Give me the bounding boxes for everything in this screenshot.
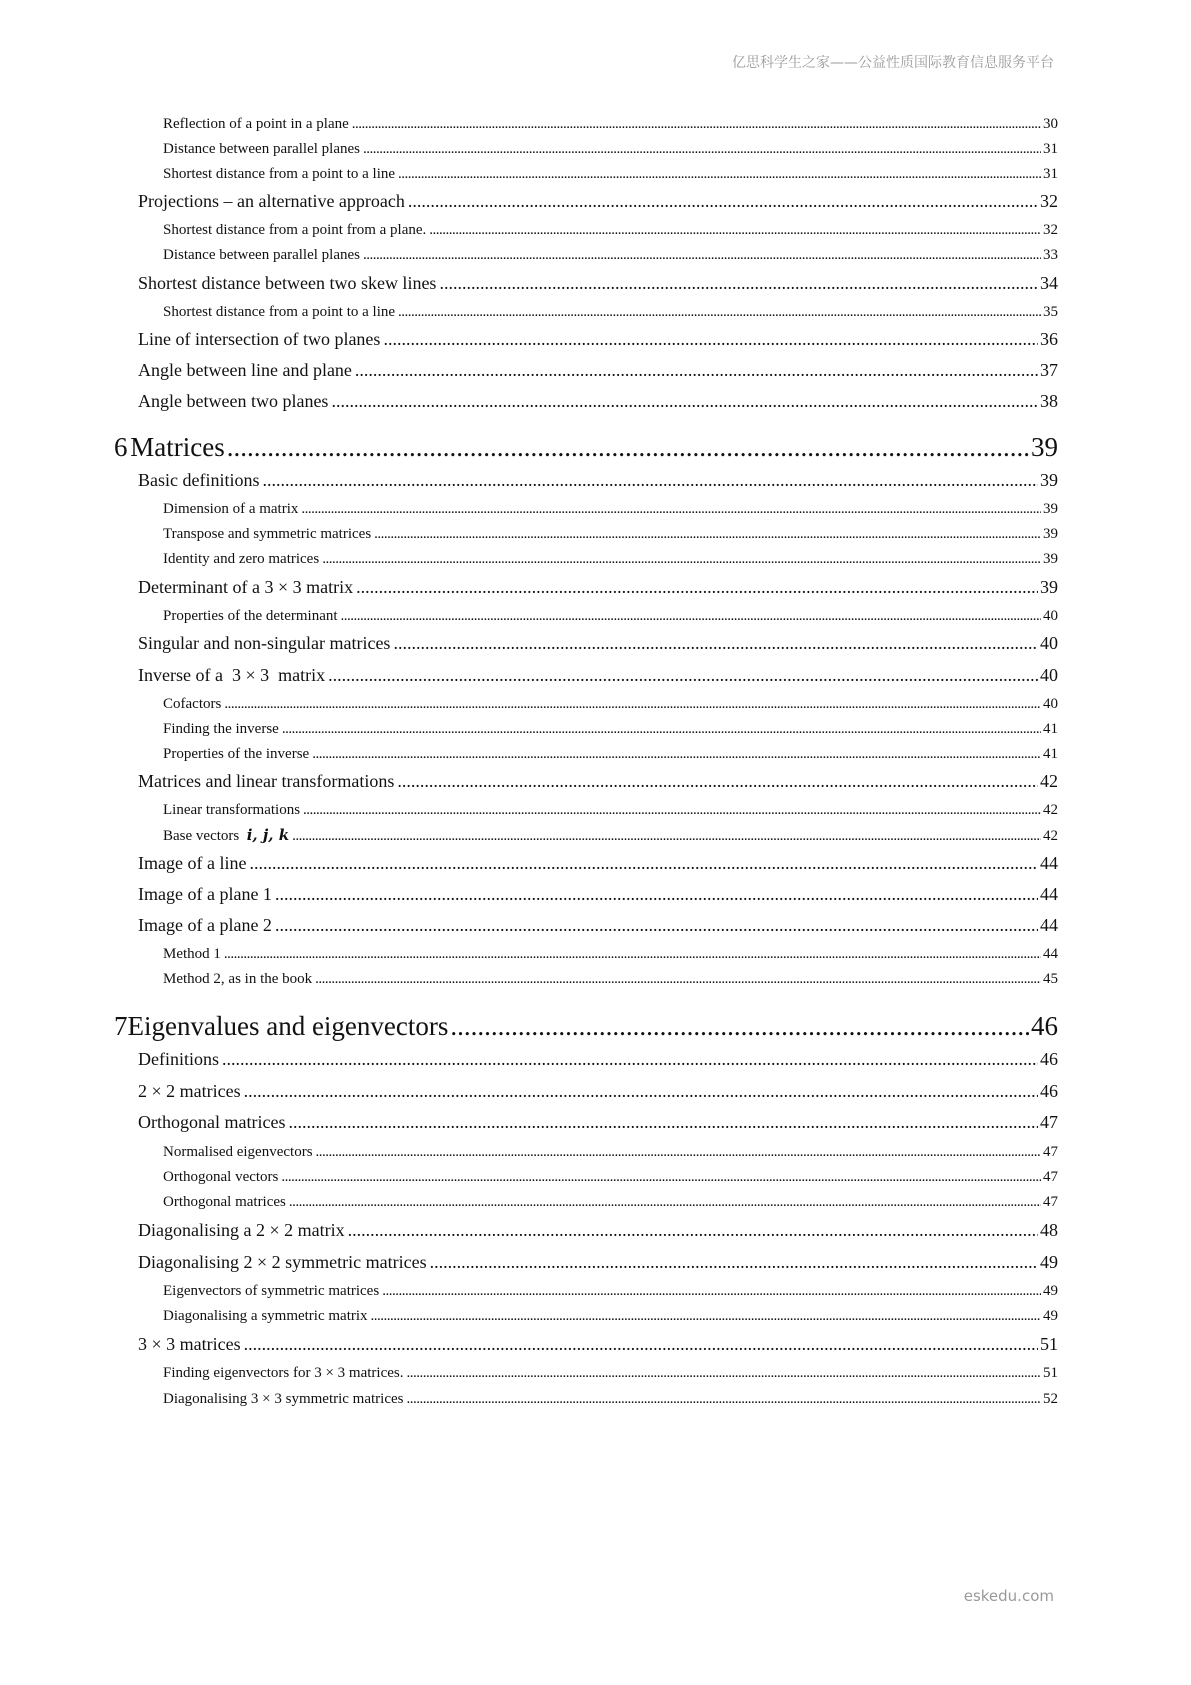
- dot-leader: [316, 1142, 1041, 1162]
- toc-entry-page: 39: [1040, 577, 1058, 597]
- dot-leader: [363, 139, 1041, 159]
- toc-entry-title: Diagonalising 3 × 3 symmetric matrices: [163, 1391, 404, 1407]
- toc-entry[interactable]: [138, 769, 1058, 793]
- toc-entry-page: 41: [1043, 746, 1058, 762]
- dot-leader: [244, 1079, 1038, 1103]
- toc-entry[interactable]: [138, 663, 1058, 687]
- dot-leader: [382, 1281, 1041, 1301]
- toc-entry-page: 34: [1040, 273, 1058, 293]
- toc-entry[interactable]: [163, 220, 1058, 240]
- dot-leader: [355, 358, 1038, 382]
- toc-entry-page: 52: [1043, 1391, 1058, 1407]
- dot-leader: [371, 1306, 1041, 1326]
- toc-entry[interactable]: [163, 549, 1058, 569]
- toc-entry-page: 49: [1043, 1308, 1058, 1324]
- toc-entry-page: 40: [1043, 608, 1058, 624]
- toc-entry-page: 30: [1043, 116, 1058, 132]
- toc-entry-title: Determinant of a 3 × 3 matrix: [138, 577, 354, 597]
- dot-leader: [303, 800, 1041, 820]
- toc-entry-title: Distance between parallel planes: [163, 141, 360, 157]
- toc-entry-page: 44: [1040, 853, 1058, 873]
- toc-entry[interactable]: [163, 139, 1058, 159]
- toc-entry[interactable]: [163, 1167, 1058, 1187]
- toc-entry-page: 42: [1040, 771, 1058, 791]
- toc-entry-title: 2 × 2 matrices: [138, 1081, 241, 1101]
- toc-entry-page: 47: [1043, 1144, 1058, 1160]
- toc-entry[interactable]: [138, 1250, 1058, 1274]
- dot-leader: [322, 549, 1041, 569]
- toc-entry-title: Cofactors: [163, 696, 222, 712]
- toc-entry[interactable]: [163, 302, 1058, 322]
- dot-leader: [282, 719, 1041, 739]
- toc-entry-title: Linear transformations: [163, 802, 301, 818]
- toc-entry-page: 40: [1043, 696, 1058, 712]
- toc-entry[interactable]: [163, 499, 1058, 519]
- dot-leader: [374, 524, 1041, 544]
- toc-entry[interactable]: [138, 1332, 1058, 1356]
- toc-entry-title: Diagonalising a symmetric matrix: [163, 1308, 368, 1324]
- toc-entry[interactable]: [138, 575, 1058, 599]
- toc-entry-title: Shortest distance from a point to a line: [163, 304, 396, 320]
- dot-leader: [356, 575, 1038, 599]
- dot-leader: [224, 694, 1041, 714]
- toc-entry-page: 44: [1040, 884, 1058, 904]
- toc-entry-page: 47: [1040, 1112, 1058, 1132]
- toc-entry-page: 33: [1043, 247, 1058, 263]
- toc-entry-title: Eigenvectors of symmetric matrices: [163, 1283, 380, 1299]
- toc-entry[interactable]: [163, 245, 1058, 265]
- toc-entry-page: 35: [1043, 304, 1058, 320]
- dot-leader: [383, 327, 1038, 351]
- toc-entry-title: Properties of the determinant: [163, 608, 338, 624]
- toc-entry-page: 46: [1040, 1081, 1058, 1101]
- toc-entry-page: 46: [1031, 1011, 1058, 1041]
- toc-entry-page: 44: [1043, 946, 1058, 962]
- toc-entry-title: Image of a plane 2: [138, 915, 272, 935]
- toc-entry-page: 36: [1040, 329, 1058, 349]
- dot-leader: [348, 1218, 1038, 1242]
- toc-entry-title: Distance between parallel planes: [163, 247, 360, 263]
- toc-entry-title: Finding the inverse: [163, 721, 279, 737]
- dot-leader: [393, 631, 1038, 655]
- toc-entry[interactable]: [163, 825, 1058, 845]
- toc-entry[interactable]: [163, 164, 1058, 184]
- toc-entry[interactable]: [138, 631, 1058, 655]
- toc-entry[interactable]: [163, 1389, 1058, 1409]
- toc-entry[interactable]: [163, 944, 1058, 964]
- dot-leader: [222, 1047, 1038, 1071]
- toc-entry-page: 46: [1040, 1049, 1058, 1069]
- dot-leader: [397, 769, 1038, 793]
- dot-leader: [292, 826, 1041, 846]
- toc-entry-page: 51: [1040, 1334, 1058, 1354]
- dot-leader: [301, 499, 1041, 519]
- toc-entry-title: Transpose and symmetric matrices: [163, 526, 372, 542]
- toc-entry-title: Method 2, as in the book: [163, 971, 313, 987]
- toc-entry[interactable]: [163, 1306, 1058, 1326]
- toc-entry-page: 42: [1043, 802, 1058, 818]
- toc-entry-page: 40: [1040, 633, 1058, 653]
- toc-entry[interactable]: [138, 358, 1058, 382]
- dot-leader: [398, 302, 1041, 322]
- toc-entry-title: Method 1: [163, 946, 221, 962]
- toc-entry-page: 31: [1043, 166, 1058, 182]
- dot-leader: [406, 1363, 1041, 1383]
- dot-leader: [439, 271, 1038, 295]
- dot-leader: [262, 468, 1038, 492]
- toc-entry[interactable]: [138, 1047, 1058, 1071]
- chapter-number: 6: [114, 432, 128, 462]
- toc-entry-title: Angle between two planes: [138, 391, 329, 411]
- toc-entry[interactable]: [163, 744, 1058, 764]
- dot-leader: [275, 882, 1038, 906]
- toc-entry-page: 39: [1040, 470, 1058, 490]
- toc-entry[interactable]: [138, 1218, 1058, 1242]
- toc-entry[interactable]: [163, 1142, 1058, 1162]
- toc-entry[interactable]: [138, 913, 1058, 937]
- toc-entry-page: 31: [1043, 141, 1058, 157]
- dot-leader: [224, 944, 1041, 964]
- dot-leader: [450, 1008, 1029, 1044]
- chapter-number: 7: [114, 1011, 128, 1041]
- toc-entry-title: Orthogonal matrices: [138, 1112, 286, 1132]
- page-header: 亿思科学生之家——公益性质国际教育信息服务平台: [732, 55, 1054, 71]
- toc-entry[interactable]: [138, 1079, 1058, 1103]
- toc-entry-page: 39: [1043, 501, 1058, 517]
- toc-entry-page: 49: [1040, 1252, 1058, 1272]
- toc-entry-title: Shortest distance between two skew lines: [138, 273, 437, 293]
- toc-entry-title: Basic definitions: [138, 470, 260, 490]
- toc-entry-page: 32: [1040, 191, 1058, 211]
- dot-leader: [281, 1167, 1041, 1187]
- toc-entry-title: Identity and zero matrices: [163, 551, 320, 567]
- toc-entry-page: 47: [1043, 1194, 1058, 1210]
- toc-entry-title: Projections – an alternative approach: [138, 191, 405, 211]
- toc-entry[interactable]: [163, 1192, 1058, 1212]
- toc-entry-page: 45: [1043, 971, 1058, 987]
- toc-entry-title: [163, 825, 289, 846]
- toc-entry-title: Definitions: [138, 1049, 219, 1069]
- toc-entry-title: Finding eigenvectors for 3 × 3 matrices.: [163, 1365, 404, 1381]
- toc-entry[interactable]: [138, 389, 1058, 413]
- dot-leader: [352, 114, 1041, 134]
- base-vectors-symbols: i, j, k: [246, 826, 290, 844]
- toc-entry-title: Matrices: [130, 432, 225, 462]
- toc-entry[interactable]: [163, 524, 1058, 544]
- toc-entry-title: Dimension of a matrix: [163, 501, 299, 517]
- toc-entry[interactable]: [163, 719, 1058, 739]
- dot-leader: [328, 663, 1038, 687]
- toc-entry-title: Line of intersection of two planes: [138, 329, 381, 349]
- toc-entry[interactable]: [138, 1110, 1058, 1134]
- dot-leader: [227, 429, 1029, 465]
- toc-entry-title: Properties of the inverse: [163, 746, 310, 762]
- toc-entry[interactable]: [138, 468, 1058, 492]
- toc-entry-title: Shortest distance from a point from a plane.: [163, 222, 427, 238]
- dot-leader: [315, 969, 1041, 989]
- dot-leader: [289, 1192, 1041, 1212]
- page-footer: eskedu.com: [963, 1587, 1054, 1605]
- dot-leader: [244, 1332, 1038, 1356]
- dot-leader: [407, 1389, 1042, 1409]
- toc-entry[interactable]: [138, 327, 1058, 351]
- dot-leader: [275, 913, 1038, 937]
- toc-entry-title: Eigenvalues and eigenvectors: [127, 1011, 449, 1041]
- toc-entry[interactable]: [163, 694, 1058, 714]
- toc-entry-title: Angle between line and plane: [138, 360, 352, 380]
- toc-entry[interactable]: [163, 114, 1058, 134]
- toc-entry-page: 51: [1043, 1365, 1058, 1381]
- dot-leader: [363, 245, 1041, 265]
- toc-entry-page: 37: [1040, 360, 1058, 380]
- toc-entry-title: 3 × 3 matrices: [138, 1334, 241, 1354]
- dot-leader: [398, 164, 1041, 184]
- toc-entry-title: Shortest distance from a point to a line: [163, 166, 396, 182]
- dot-leader: [331, 389, 1038, 413]
- toc-entry-title: Matrices and linear transformations: [138, 771, 395, 791]
- toc-entry-title: Image of a line: [138, 853, 247, 873]
- dot-leader: [249, 851, 1038, 875]
- toc-entry[interactable]: [138, 271, 1058, 295]
- toc-entry[interactable]: [163, 800, 1058, 820]
- toc-entry-page: 49: [1043, 1283, 1058, 1299]
- toc-entry-page: 39: [1031, 432, 1058, 462]
- toc-chapter[interactable]: [114, 1008, 1058, 1044]
- toc-entry-page: 38: [1040, 391, 1058, 411]
- toc-entry-page: 39: [1043, 526, 1058, 542]
- toc-entry-title: Reflection of a point in a plane: [163, 116, 349, 132]
- toc-entry-title: Normalised eigenvectors: [163, 1144, 313, 1160]
- toc-entry-page: 41: [1043, 721, 1058, 737]
- toc-entry-page: 32: [1043, 222, 1058, 238]
- toc-entry[interactable]: [163, 1281, 1058, 1301]
- toc-entry[interactable]: [163, 606, 1058, 626]
- toc-entry-title: Singular and non-singular matrices: [138, 633, 391, 653]
- dot-leader: [312, 744, 1041, 764]
- toc-entry[interactable]: [138, 851, 1058, 875]
- toc-chapter[interactable]: [114, 429, 1058, 465]
- base-vectors-label: Base vectors: [163, 828, 240, 844]
- dot-leader: [408, 189, 1038, 213]
- toc-entry[interactable]: [138, 189, 1058, 213]
- dot-leader: [429, 220, 1041, 240]
- dot-leader: [341, 606, 1041, 626]
- toc-entry[interactable]: [163, 1363, 1058, 1383]
- toc-entry-title: Diagonalising 2 × 2 symmetric matrices: [138, 1252, 427, 1272]
- toc-entry-title: Image of a plane 1: [138, 884, 272, 904]
- toc-entry-page: 40: [1040, 665, 1058, 685]
- toc-entry-page: 47: [1043, 1169, 1058, 1185]
- toc-entry-title: Orthogonal matrices: [163, 1194, 286, 1210]
- toc-entry-page: 44: [1040, 915, 1058, 935]
- toc-entry-title: Diagonalising a 2 × 2 matrix: [138, 1220, 345, 1240]
- toc-entry[interactable]: [163, 969, 1058, 989]
- dot-leader: [430, 1250, 1038, 1274]
- dot-leader: [288, 1110, 1038, 1134]
- toc-entry-page: 42: [1043, 828, 1058, 844]
- toc-entry-title: Orthogonal vectors: [163, 1169, 279, 1185]
- toc-entry-page: 39: [1043, 551, 1058, 567]
- toc-entry-title: Inverse of a 3 × 3 matrix: [138, 665, 326, 685]
- toc-entry[interactable]: [138, 882, 1058, 906]
- toc-entry-page: 48: [1040, 1220, 1058, 1240]
